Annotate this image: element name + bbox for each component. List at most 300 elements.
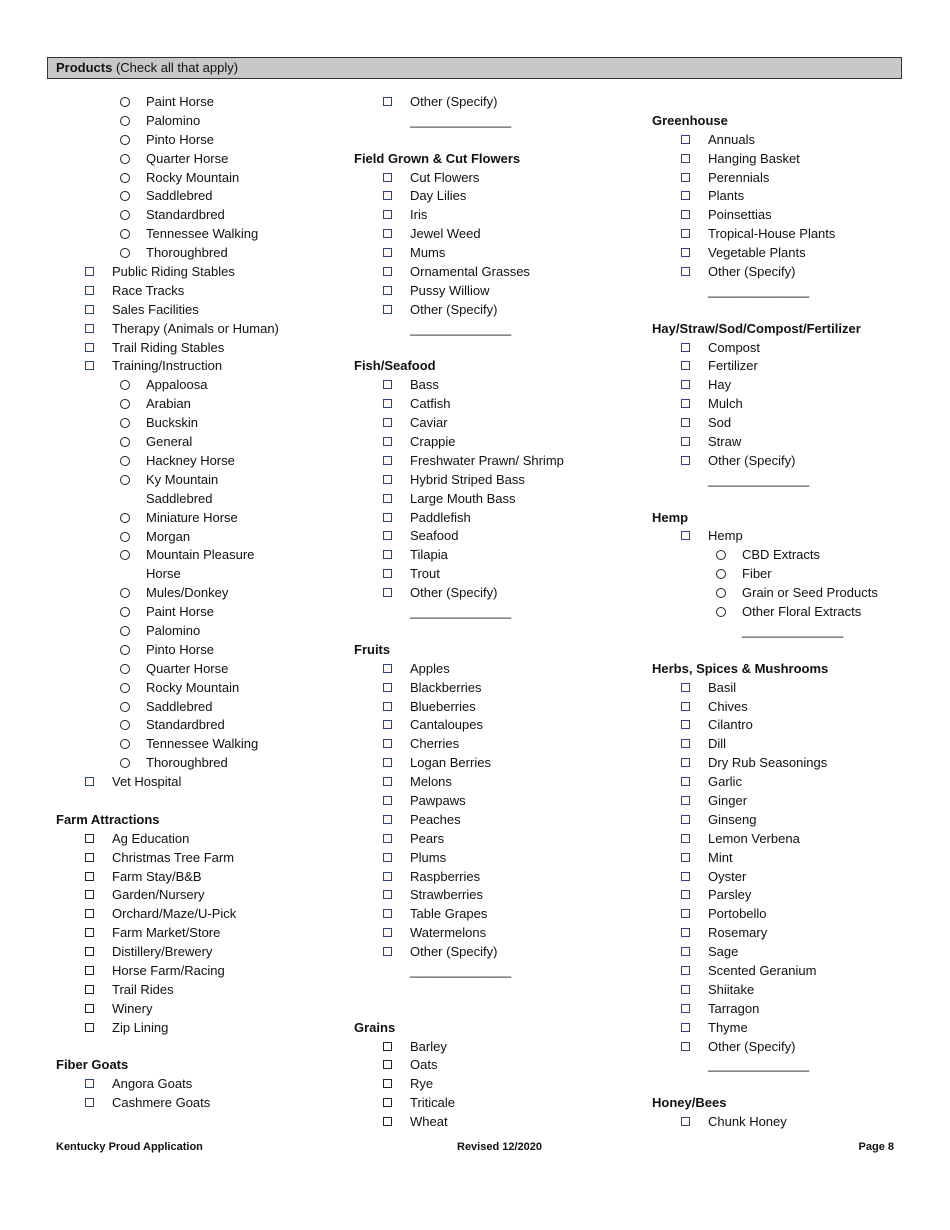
checkbox-icon[interactable] bbox=[383, 702, 392, 711]
radio-circle-icon[interactable] bbox=[120, 154, 130, 164]
spacer bbox=[354, 131, 644, 150]
radio-item[interactable] bbox=[56, 187, 346, 206]
radio-circle-icon[interactable] bbox=[716, 588, 726, 598]
checkbox-icon[interactable] bbox=[681, 720, 690, 729]
checkbox-label: Scented Geranium bbox=[708, 962, 817, 978]
checkbox-icon[interactable] bbox=[85, 834, 94, 843]
radio-circle-icon[interactable] bbox=[120, 210, 130, 220]
checkbox-icon[interactable] bbox=[681, 739, 690, 748]
checkbox-item[interactable] bbox=[652, 150, 942, 169]
radio-item[interactable] bbox=[56, 716, 346, 735]
checkbox-item[interactable] bbox=[56, 1000, 346, 1019]
checkbox-icon[interactable] bbox=[383, 229, 392, 238]
checkbox-item[interactable] bbox=[56, 301, 346, 320]
checkbox-icon[interactable] bbox=[85, 305, 94, 314]
checkbox-item[interactable] bbox=[56, 849, 346, 868]
checkbox-icon[interactable] bbox=[383, 1042, 392, 1051]
radio-item[interactable] bbox=[56, 112, 346, 131]
checkbox-item[interactable] bbox=[354, 565, 644, 584]
checkbox-icon[interactable] bbox=[681, 154, 690, 163]
radio-item[interactable] bbox=[56, 244, 346, 263]
checkbox-item[interactable] bbox=[652, 792, 942, 811]
radio-circle-icon[interactable] bbox=[120, 475, 130, 485]
checkbox-icon[interactable] bbox=[85, 267, 94, 276]
radio-circle-icon[interactable] bbox=[716, 569, 726, 579]
checkbox-icon[interactable] bbox=[681, 947, 690, 956]
radio-circle-icon[interactable] bbox=[120, 173, 130, 183]
radio-circle-icon[interactable] bbox=[120, 720, 130, 730]
section-heading: Fruits bbox=[354, 641, 391, 657]
radio-circle-icon[interactable] bbox=[120, 135, 130, 145]
checkbox-item[interactable] bbox=[652, 905, 942, 924]
checkbox-icon[interactable] bbox=[85, 947, 94, 956]
checkbox-item[interactable] bbox=[354, 679, 644, 698]
checkbox-icon[interactable] bbox=[85, 1098, 94, 1107]
radio-item[interactable] bbox=[56, 471, 346, 509]
checkbox-item[interactable] bbox=[354, 924, 644, 943]
checkbox-item[interactable] bbox=[652, 263, 942, 282]
checkbox-label: Hemp bbox=[708, 528, 743, 544]
checkbox-item[interactable] bbox=[652, 716, 942, 735]
checkbox-icon[interactable] bbox=[383, 1079, 392, 1088]
checkbox-item[interactable] bbox=[56, 886, 346, 905]
checkbox-item[interactable] bbox=[56, 320, 346, 339]
checkbox-item[interactable] bbox=[354, 716, 644, 735]
checkbox-icon[interactable] bbox=[85, 343, 94, 352]
checkbox-item[interactable] bbox=[354, 1038, 644, 1057]
checkbox-icon[interactable] bbox=[383, 437, 392, 446]
radio-item[interactable] bbox=[56, 395, 346, 414]
checkbox-icon[interactable] bbox=[383, 475, 392, 484]
checkbox-item[interactable] bbox=[652, 376, 942, 395]
checkbox-item[interactable] bbox=[56, 282, 346, 301]
checkbox-item[interactable] bbox=[56, 263, 346, 282]
radio-circle-icon[interactable] bbox=[120, 532, 130, 542]
checkbox-item[interactable] bbox=[652, 1019, 942, 1038]
checkbox-item[interactable] bbox=[652, 830, 942, 849]
checkbox-item[interactable] bbox=[652, 773, 942, 792]
spacer bbox=[652, 490, 942, 509]
radio-item[interactable] bbox=[56, 698, 346, 717]
specify-blank-line[interactable]: ______________ bbox=[410, 604, 512, 620]
radio-item[interactable] bbox=[56, 169, 346, 188]
checkbox-item[interactable] bbox=[354, 282, 644, 301]
checkbox-label: Poinsettias bbox=[708, 207, 772, 223]
checkbox-item[interactable] bbox=[652, 169, 942, 188]
checkbox-label: Tilapia bbox=[410, 547, 448, 563]
checkbox-item[interactable] bbox=[354, 376, 644, 395]
checkbox-icon[interactable] bbox=[681, 380, 690, 389]
checkbox-icon[interactable] bbox=[383, 399, 392, 408]
checkbox-icon[interactable] bbox=[681, 834, 690, 843]
checkbox-icon[interactable] bbox=[383, 834, 392, 843]
checkbox-item[interactable] bbox=[652, 962, 942, 981]
checkbox-item[interactable] bbox=[652, 1000, 942, 1019]
checkbox-icon[interactable] bbox=[383, 1117, 392, 1126]
checkbox-icon[interactable] bbox=[383, 796, 392, 805]
radio-item[interactable] bbox=[56, 641, 346, 660]
checkbox-label: Trail Riding Stables bbox=[112, 339, 225, 355]
checkbox-item[interactable] bbox=[652, 679, 942, 698]
checkbox-item[interactable] bbox=[354, 849, 644, 868]
checkbox-item[interactable] bbox=[354, 1056, 644, 1075]
checkbox-item[interactable] bbox=[354, 509, 644, 528]
radio-circle-icon[interactable] bbox=[120, 191, 130, 201]
checkbox-icon[interactable] bbox=[383, 664, 392, 673]
radio-item[interactable] bbox=[56, 679, 346, 698]
checkbox-icon[interactable] bbox=[383, 456, 392, 465]
checkbox-item[interactable] bbox=[652, 357, 942, 376]
checkbox-icon[interactable] bbox=[383, 683, 392, 692]
checkbox-icon[interactable] bbox=[681, 531, 690, 540]
section-heading: Grains bbox=[354, 1019, 396, 1035]
radio-circle-icon[interactable] bbox=[120, 418, 130, 428]
radio-item[interactable] bbox=[56, 735, 346, 754]
checkbox-icon[interactable] bbox=[681, 248, 690, 257]
checkbox-icon[interactable] bbox=[681, 1023, 690, 1032]
checkbox-item[interactable] bbox=[652, 414, 942, 433]
checkbox-item[interactable] bbox=[354, 1075, 644, 1094]
checkbox-icon[interactable] bbox=[383, 815, 392, 824]
radio-circle-icon[interactable] bbox=[120, 116, 130, 126]
checkbox-item[interactable] bbox=[652, 225, 942, 244]
radio-circle-icon[interactable] bbox=[120, 702, 130, 712]
spacer bbox=[56, 1038, 346, 1057]
radio-item[interactable] bbox=[652, 565, 942, 584]
checkbox-icon[interactable] bbox=[383, 909, 392, 918]
radio-item[interactable] bbox=[56, 433, 346, 452]
checkbox-icon[interactable] bbox=[681, 777, 690, 786]
radio-item[interactable] bbox=[56, 150, 346, 169]
checkbox-item[interactable] bbox=[354, 433, 644, 452]
checkbox-item[interactable] bbox=[354, 169, 644, 188]
section-heading: Fiber Goats bbox=[56, 1057, 129, 1073]
checkbox-item[interactable] bbox=[354, 754, 644, 773]
checkbox-icon[interactable] bbox=[681, 210, 690, 219]
checkbox-icon[interactable] bbox=[85, 872, 94, 881]
checkbox-icon[interactable] bbox=[681, 173, 690, 182]
checkbox-item[interactable] bbox=[354, 584, 644, 603]
checkbox-item[interactable] bbox=[652, 849, 942, 868]
checkbox-icon[interactable] bbox=[85, 777, 94, 786]
checkbox-icon[interactable] bbox=[383, 550, 392, 559]
checkbox-icon[interactable] bbox=[681, 702, 690, 711]
checkbox-item[interactable] bbox=[354, 301, 644, 320]
checkbox-label: Apples bbox=[410, 660, 450, 676]
checkbox-item[interactable] bbox=[354, 225, 644, 244]
checkbox-item[interactable] bbox=[354, 830, 644, 849]
radio-item[interactable] bbox=[56, 509, 346, 528]
checkbox-item[interactable] bbox=[652, 924, 942, 943]
checkbox-item[interactable] bbox=[354, 811, 644, 830]
checkbox-icon[interactable] bbox=[85, 928, 94, 937]
checkbox-item[interactable] bbox=[354, 206, 644, 225]
checkbox-item[interactable] bbox=[56, 962, 346, 981]
radio-item[interactable] bbox=[652, 603, 942, 622]
specify-blank-line[interactable]: ______________ bbox=[410, 112, 512, 128]
section-heading: Herbs, Spices & Mushrooms bbox=[652, 660, 829, 676]
specify-blank-line[interactable]: ______________ bbox=[708, 1057, 810, 1073]
radio-circle-icon[interactable] bbox=[120, 758, 130, 768]
checkbox-icon[interactable] bbox=[85, 966, 94, 975]
checkbox-item[interactable] bbox=[354, 452, 644, 471]
checkbox-icon[interactable] bbox=[681, 456, 690, 465]
checkbox-icon[interactable] bbox=[383, 380, 392, 389]
checkbox-icon[interactable] bbox=[383, 267, 392, 276]
checkbox-item[interactable] bbox=[354, 527, 644, 546]
checkbox-item[interactable] bbox=[354, 187, 644, 206]
specify-blank-line[interactable]: ______________ bbox=[708, 282, 810, 298]
radio-item[interactable] bbox=[56, 584, 346, 603]
checkbox-icon[interactable] bbox=[681, 890, 690, 899]
radio-item[interactable] bbox=[56, 206, 346, 225]
checkbox-icon[interactable] bbox=[681, 1042, 690, 1051]
checkbox-icon[interactable] bbox=[383, 588, 392, 597]
radio-item[interactable] bbox=[56, 546, 346, 584]
checkbox-item[interactable] bbox=[354, 943, 644, 962]
checkbox-item[interactable] bbox=[354, 263, 644, 282]
checkbox-item[interactable] bbox=[652, 187, 942, 206]
checkbox-item[interactable] bbox=[652, 339, 942, 358]
checkbox-item[interactable] bbox=[652, 244, 942, 263]
radio-item[interactable] bbox=[56, 225, 346, 244]
checkbox-item[interactable] bbox=[354, 244, 644, 263]
radio-circle-icon[interactable] bbox=[120, 683, 130, 693]
radio-circle-icon[interactable] bbox=[120, 456, 130, 466]
checkbox-item[interactable] bbox=[652, 886, 942, 905]
radio-circle-icon[interactable] bbox=[120, 645, 130, 655]
radio-item[interactable] bbox=[652, 584, 942, 603]
checkbox-item[interactable] bbox=[354, 660, 644, 679]
checkbox-icon[interactable] bbox=[383, 210, 392, 219]
checkbox-icon[interactable] bbox=[681, 853, 690, 862]
specify-blank-line[interactable]: ______________ bbox=[708, 471, 810, 487]
radio-circle-icon[interactable] bbox=[716, 550, 726, 560]
radio-item[interactable] bbox=[56, 603, 346, 622]
checkbox-item[interactable] bbox=[652, 981, 942, 1000]
checkbox-icon[interactable] bbox=[681, 191, 690, 200]
checkbox-label: Horse Farm/Racing bbox=[112, 963, 225, 978]
radio-circle-icon[interactable] bbox=[120, 739, 130, 749]
checkbox-label: Caviar bbox=[410, 415, 448, 431]
checkbox-item[interactable] bbox=[354, 490, 644, 509]
spacer bbox=[652, 93, 942, 112]
checkbox-item[interactable] bbox=[354, 93, 644, 112]
checkbox-icon[interactable] bbox=[383, 777, 392, 786]
spacer bbox=[652, 1075, 942, 1094]
checkbox-item[interactable] bbox=[652, 1038, 942, 1057]
radio-circle-icon[interactable] bbox=[120, 626, 130, 636]
checkbox-item[interactable] bbox=[652, 452, 942, 471]
checkbox-icon[interactable] bbox=[383, 286, 392, 295]
radio-circle-icon[interactable] bbox=[716, 607, 726, 617]
checkbox-item[interactable] bbox=[354, 698, 644, 717]
checkbox-icon[interactable] bbox=[85, 1079, 94, 1088]
checkbox-item[interactable] bbox=[56, 981, 346, 1000]
checkbox-item[interactable] bbox=[56, 943, 346, 962]
checkbox-icon[interactable] bbox=[383, 513, 392, 522]
radio-circle-icon[interactable] bbox=[120, 664, 130, 674]
checkbox-icon[interactable] bbox=[383, 569, 392, 578]
checkbox-label: Ag Education bbox=[112, 830, 190, 846]
checkbox-item[interactable] bbox=[354, 735, 644, 754]
checkbox-icon[interactable] bbox=[85, 324, 94, 333]
checkbox-item[interactable] bbox=[56, 924, 346, 943]
checkbox-item[interactable] bbox=[354, 471, 644, 490]
checkbox-icon[interactable] bbox=[383, 1098, 392, 1107]
checkbox-item[interactable] bbox=[652, 868, 942, 887]
checkbox-icon[interactable] bbox=[383, 418, 392, 427]
checkbox-item[interactable] bbox=[56, 905, 346, 924]
checkbox-icon[interactable] bbox=[681, 418, 690, 427]
checkbox-icon[interactable] bbox=[383, 758, 392, 767]
radio-circle-icon[interactable] bbox=[120, 588, 130, 598]
checkbox-icon[interactable] bbox=[85, 890, 94, 899]
checkbox-icon[interactable] bbox=[681, 343, 690, 352]
checkbox-item[interactable] bbox=[56, 339, 346, 358]
checkbox-icon[interactable] bbox=[85, 361, 94, 370]
checkbox-label: Winery bbox=[112, 1000, 153, 1016]
checkbox-item[interactable] bbox=[354, 414, 644, 433]
checkbox-icon[interactable] bbox=[681, 683, 690, 692]
checkbox-label: Other (Specify) bbox=[708, 452, 796, 468]
checkbox-icon[interactable] bbox=[85, 909, 94, 918]
checkbox-item[interactable] bbox=[652, 943, 942, 962]
checkbox-icon[interactable] bbox=[681, 928, 690, 937]
checkbox-icon[interactable] bbox=[383, 531, 392, 540]
checkbox-icon[interactable] bbox=[383, 739, 392, 748]
checkbox-icon[interactable] bbox=[681, 1004, 690, 1013]
checkbox-item[interactable] bbox=[354, 1094, 644, 1113]
checkbox-label: Hanging Basket bbox=[708, 150, 800, 166]
checkbox-icon[interactable] bbox=[383, 947, 392, 956]
checkbox-item[interactable] bbox=[354, 886, 644, 905]
checkbox-item[interactable] bbox=[652, 527, 942, 546]
checkbox-icon[interactable] bbox=[85, 985, 94, 994]
checkbox-icon[interactable] bbox=[85, 1004, 94, 1013]
specify-blank-line[interactable]: ______________ bbox=[410, 962, 512, 978]
checkbox-item[interactable] bbox=[652, 206, 942, 225]
checkbox-icon[interactable] bbox=[85, 1023, 94, 1032]
radio-label: Paint Horse bbox=[146, 604, 214, 620]
checkbox-icon[interactable] bbox=[383, 872, 392, 881]
checkbox-icon[interactable] bbox=[681, 361, 690, 370]
checkbox-item[interactable] bbox=[652, 395, 942, 414]
radio-label: Other Floral Extracts bbox=[742, 604, 862, 620]
checkbox-icon[interactable] bbox=[383, 494, 392, 503]
checkbox-icon[interactable] bbox=[383, 173, 392, 182]
checkbox-icon[interactable] bbox=[681, 872, 690, 881]
radio-circle-icon[interactable] bbox=[120, 97, 130, 107]
checkbox-item[interactable] bbox=[56, 357, 346, 376]
radio-circle-icon[interactable] bbox=[120, 437, 130, 447]
radio-item[interactable] bbox=[56, 93, 346, 112]
checkbox-icon[interactable] bbox=[681, 267, 690, 276]
radio-circle-icon[interactable] bbox=[120, 229, 130, 239]
checkbox-icon[interactable] bbox=[383, 97, 392, 106]
radio-circle-icon[interactable] bbox=[120, 513, 130, 523]
checkbox-item[interactable] bbox=[652, 131, 942, 150]
checkbox-icon[interactable] bbox=[383, 305, 392, 314]
checkbox-item[interactable] bbox=[56, 1019, 346, 1038]
radio-item[interactable] bbox=[652, 546, 942, 565]
radio-item[interactable] bbox=[56, 754, 346, 773]
checkbox-item[interactable] bbox=[56, 1094, 346, 1113]
checkbox-icon[interactable] bbox=[681, 985, 690, 994]
checkbox-icon[interactable] bbox=[681, 815, 690, 824]
radio-item[interactable] bbox=[56, 452, 346, 471]
checkbox-item[interactable] bbox=[56, 830, 346, 849]
radio-item[interactable] bbox=[56, 414, 346, 433]
checkbox-item[interactable] bbox=[652, 1113, 942, 1132]
checkbox-item[interactable] bbox=[652, 698, 942, 717]
checkbox-icon[interactable] bbox=[383, 928, 392, 937]
checkbox-item[interactable] bbox=[652, 754, 942, 773]
radio-circle-icon[interactable] bbox=[120, 248, 130, 258]
checkbox-icon[interactable] bbox=[383, 1060, 392, 1069]
checkbox-icon[interactable] bbox=[681, 758, 690, 767]
checkbox-icon[interactable] bbox=[681, 399, 690, 408]
checkbox-item[interactable] bbox=[354, 905, 644, 924]
checkbox-label: Freshwater Prawn/ Shrimp bbox=[410, 452, 564, 468]
checkbox-icon[interactable] bbox=[383, 248, 392, 257]
checkbox-item[interactable] bbox=[56, 773, 346, 792]
checkbox-icon[interactable] bbox=[681, 1117, 690, 1126]
spacer bbox=[56, 792, 346, 811]
checkbox-icon[interactable] bbox=[681, 135, 690, 144]
checkbox-item[interactable] bbox=[354, 792, 644, 811]
radio-item[interactable] bbox=[56, 376, 346, 395]
checkbox-item[interactable] bbox=[652, 811, 942, 830]
checkbox-icon[interactable] bbox=[383, 191, 392, 200]
checkbox-icon[interactable] bbox=[681, 437, 690, 446]
checkbox-item[interactable] bbox=[56, 868, 346, 887]
checkbox-icon[interactable] bbox=[85, 853, 94, 862]
radio-item[interactable] bbox=[56, 622, 346, 641]
radio-label: Saddlebred bbox=[146, 698, 213, 714]
checkbox-icon[interactable] bbox=[681, 796, 690, 805]
checkbox-item[interactable] bbox=[652, 735, 942, 754]
radio-item[interactable] bbox=[56, 131, 346, 150]
checkbox-item[interactable] bbox=[354, 1113, 644, 1132]
radio-circle-icon[interactable] bbox=[120, 607, 130, 617]
checkbox-item[interactable] bbox=[354, 546, 644, 565]
checkbox-icon[interactable] bbox=[681, 966, 690, 975]
checkbox-label: Plums bbox=[410, 849, 447, 865]
checkbox-label: Other (Specify) bbox=[410, 585, 498, 601]
radio-label: Mules/Donkey bbox=[146, 585, 229, 601]
checkbox-icon[interactable] bbox=[383, 720, 392, 729]
specify-blank-line[interactable]: ______________ bbox=[742, 622, 844, 638]
checkbox-item[interactable] bbox=[354, 773, 644, 792]
checkbox-item[interactable] bbox=[56, 1075, 346, 1094]
checkbox-icon[interactable] bbox=[85, 286, 94, 295]
checkbox-item[interactable] bbox=[652, 433, 942, 452]
radio-item[interactable] bbox=[56, 660, 346, 679]
radio-circle-icon[interactable] bbox=[120, 380, 130, 390]
checkbox-label: Shiitake bbox=[708, 981, 755, 997]
radio-item[interactable] bbox=[56, 528, 346, 547]
checkbox-icon[interactable] bbox=[681, 229, 690, 238]
checkbox-icon[interactable] bbox=[383, 890, 392, 899]
checkbox-icon[interactable] bbox=[681, 909, 690, 918]
radio-circle-icon[interactable] bbox=[120, 399, 130, 409]
checkbox-item[interactable] bbox=[354, 868, 644, 887]
specify-blank-line[interactable]: ______________ bbox=[410, 320, 512, 336]
radio-circle-icon[interactable] bbox=[120, 550, 130, 560]
checkbox-item[interactable] bbox=[354, 395, 644, 414]
checkbox-icon[interactable] bbox=[383, 853, 392, 862]
